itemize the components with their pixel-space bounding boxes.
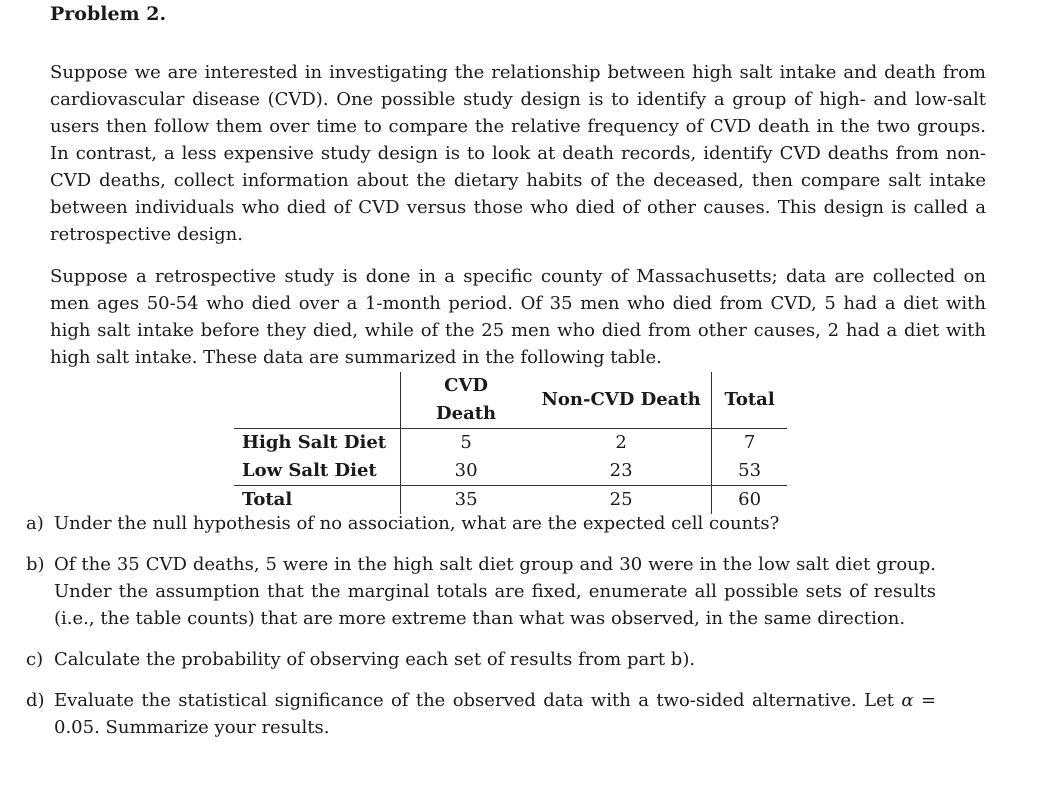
- table-cell: 53: [712, 457, 788, 486]
- question-text-part2: = 0.05. Summarize your results.: [54, 690, 936, 738]
- column-header-cvd-death: CVD Death: [401, 372, 532, 429]
- table-cell: 7: [712, 429, 788, 458]
- table-cell: 2: [615, 432, 627, 453]
- question-d: [26, 687, 936, 741]
- column-header-non-cvd-death: Non-CVD Death: [531, 372, 712, 429]
- table-header-row: [234, 372, 787, 429]
- table-cell: 60: [712, 486, 788, 515]
- table-cell: 30: [401, 457, 532, 486]
- table-cell: 23: [531, 457, 712, 486]
- table-cell: 35: [401, 486, 532, 515]
- table-cell: 5: [401, 429, 532, 458]
- question-text: Under the null hypothesis of no association, what are the expected cell counts?: [54, 513, 780, 534]
- row-label-total: Total: [242, 489, 293, 510]
- question-c: [26, 646, 936, 673]
- row-label-low-salt: Low Salt Diet: [234, 457, 401, 486]
- question-label: b): [26, 554, 45, 575]
- table-corner-cell: [234, 372, 401, 429]
- question-label: a): [26, 513, 44, 534]
- question-text: Calculate the probability of observing each set of results from part b).: [54, 649, 696, 670]
- table-row: [234, 429, 787, 458]
- alpha-symbol: α: [901, 690, 914, 711]
- table-row: [234, 457, 787, 486]
- question-text-part1: Evaluate the statistical significance of the observed data with a two-sided alternative. Let: [54, 690, 902, 711]
- column-header-total: Total: [712, 372, 788, 429]
- question-list: [26, 510, 936, 741]
- question-label: c): [26, 649, 44, 670]
- question-a: [26, 510, 936, 537]
- study-paragraph: Suppose a retrospective study is done in a specific county of Massachusetts; data are collected on men ages 50-54 who died over a 1-month period. Of 35 men who died from CVD, 5 had a diet with high salt intake before they died, while of the 25 men who died from other causes, 2 had a diet with high salt intake. These data are summarized in the following table.: [50, 266, 986, 368]
- question-b: [26, 551, 936, 632]
- question-label: d): [26, 690, 45, 711]
- intro-paragraph: Suppose we are interested in investigating the relationship between high salt intake and death from cardiovascular disease (CVD). One possible study design is to identify a group of high- and low-salt users then follow them over time to compare the relative frequency of CVD death in the two groups. In contrast, a less expensive study design is to look at death records, identify CVD deaths from non-CVD deaths, collect information about the dietary habits of the deceased, then compare salt intake between individuals who died of CVD versus those who died of other causes. This design is called a retrospective design.: [50, 62, 986, 245]
- table-cell: 25: [609, 489, 633, 510]
- contingency-table: [234, 372, 787, 514]
- question-text: [54, 687, 936, 741]
- question-text: Of the 35 CVD deaths, 5 were in the high salt diet group and 30 were in the low salt diet group. Under the assumption that the marginal totals are fixed, enumerate all possible sets of results (i.e., the table counts) that are more extreme than what was observed, in the same direction.: [54, 554, 936, 629]
- row-label-high-salt: High Salt Diet: [242, 432, 387, 453]
- problem-heading: Problem 2.: [50, 3, 167, 25]
